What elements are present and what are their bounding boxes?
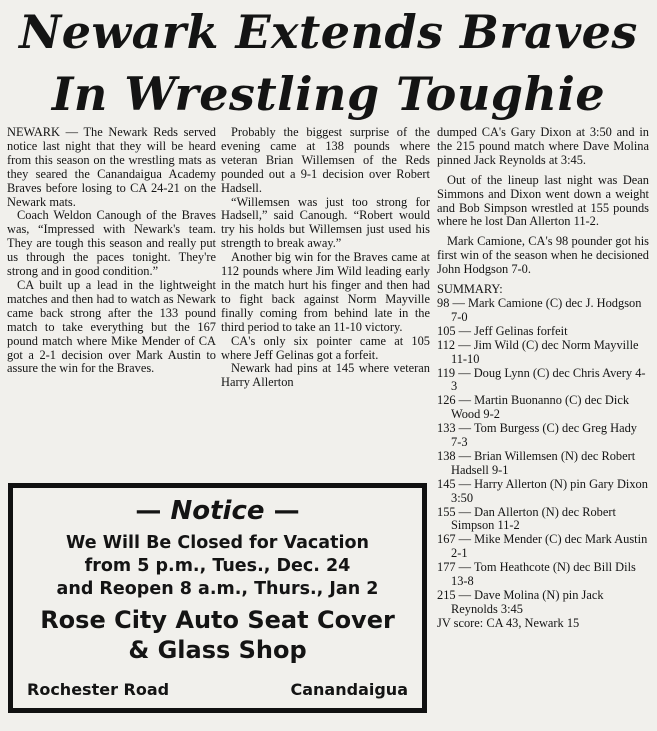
summary-result: 215 — Dave Molina (N) pin Jack Reynolds 3:45	[437, 588, 604, 616]
notice-title-word: Notice	[170, 496, 265, 526]
summary-result: 155 — Dan Allerton (N) dec Robert Simpson 11-2	[437, 504, 616, 533]
shop-name	[13, 605, 422, 665]
jv-score: JV score: CA 43, Newark 15	[437, 615, 580, 630]
notice-line: We Will Be Closed for Vacation	[66, 533, 369, 553]
summary-result: 98 — Mark Camione (C) dec J. Hodgson 7-0	[437, 295, 642, 324]
vacation-notice-ad	[8, 483, 427, 713]
summary-result: 119 — Doug Lynn (C) dec Chris Avery 4-3	[437, 365, 646, 394]
notice-footer	[27, 680, 408, 700]
summary-result: 167 — Mike Mender (C) dec Mark Austin 2-1	[437, 532, 648, 561]
summary-result: 138 — Brian Willemsen (N) dec Robert Hadsell 9-1	[437, 448, 636, 477]
article-paragraph: Probably the biggest surprise of the evening came at 138 pounds where veteran Brian Willemsen of the Reds pounded out a 9-1 decision over Robert Hadsell.	[221, 125, 430, 195]
article-column-2	[221, 126, 430, 390]
article-paragraph: CA built up a lead in the lightweight matches and then had to watch as Newark came back strong after the 133 pound match to take everything but the 167 pound match where Mike Mender of CA got a 2-1 decision over Mark Austin to assure the win for the Braves.	[7, 277, 216, 376]
article-paragraph: NEWARK — The Newark Reds served notice last night that they will be heard from this season on the wrestling mats as they seared the Canandaigua Academy Braves before losing to CA 24-21 on the Newark mats.	[7, 125, 216, 209]
headline-line-1: Newark Extends Braves	[19, 5, 638, 59]
article-paragraph: dumped CA's Gary Dixon at 3:50 and in the 215 pound match where Dave Molina pinned Jack Reynolds at 3:45.	[437, 125, 649, 167]
article-paragraph: CA's only six pointer came at 105 where Jeff Gelinas got a forfeit.	[221, 333, 430, 362]
shop-city: Canandaigua	[290, 680, 408, 699]
notice-dash-right: —	[273, 496, 300, 526]
summary-results-list	[437, 297, 649, 617]
notice-dash-left: —	[135, 496, 162, 526]
summary-result: 145 — Harry Allerton (N) pin Gary Dixon 3:50	[437, 476, 648, 505]
summary-heading: SUMMARY:	[437, 282, 503, 297]
article-paragraph: Mark Camione, CA's 98 pounder got his first win of the season when he decisioned John Hodgson 7-0.	[437, 234, 649, 277]
notice-details	[13, 532, 422, 601]
summary-result: 112 — Jim Wild (C) dec Norm Mayville 11-10	[437, 337, 639, 366]
notice-line: and Reopen 8 a.m., Thurs., Jan 2	[56, 579, 379, 599]
article-paragraph: “Willemsen was just too strong for Hadsell,” said Canough. “Robert would try his holds but Willemsen just used his strength to break away.”	[221, 194, 430, 251]
article-column-3	[437, 126, 649, 631]
article-paragraph: Out of the lineup last night was Dean Simmons and Dixon went down a weight and Bob Simpson wrestled at 155 pounds where he lost Dan Allerton 11-2.	[437, 172, 649, 229]
summary-result: 133 — Tom Burgess (C) dec Greg Hady 7-3	[437, 421, 637, 450]
article-paragraph: Newark had pins at 145 where veteran Harry Allerton	[221, 361, 430, 390]
article-paragraph: Coach Weldon Canough of the Braves was, “Impressed with Newark's team. They are tough this season and really put us through the paces tonight. They're strong and in good condition.”	[7, 208, 216, 279]
summary-result: 105 — Jeff Gelinas forfeit	[437, 323, 568, 338]
notice-line: from 5 p.m., Tues., Dec. 24	[84, 556, 351, 576]
shop-name-line: & Glass Shop	[128, 636, 307, 664]
headline-line-2: In Wrestling Toughie	[51, 67, 606, 121]
shop-address: Rochester Road	[27, 680, 170, 699]
article-paragraph: Another big win for the Braves came at 112 pounds where Jim Wild leading early in the match hurt his finger and then had to fight back against Norm Mayville finally coming from behind late in the third period to take an 11-10 victory.	[221, 250, 430, 334]
article-column-1	[7, 126, 216, 376]
summary-result: 177 — Tom Heathcote (N) dec Bill Dils 13-8	[437, 560, 636, 589]
summary-result: 126 — Martin Buonanno (C) dec Dick Wood 9-2	[437, 393, 630, 422]
notice-title	[13, 492, 422, 530]
shop-name-line: Rose City Auto Seat Cover	[40, 606, 395, 634]
